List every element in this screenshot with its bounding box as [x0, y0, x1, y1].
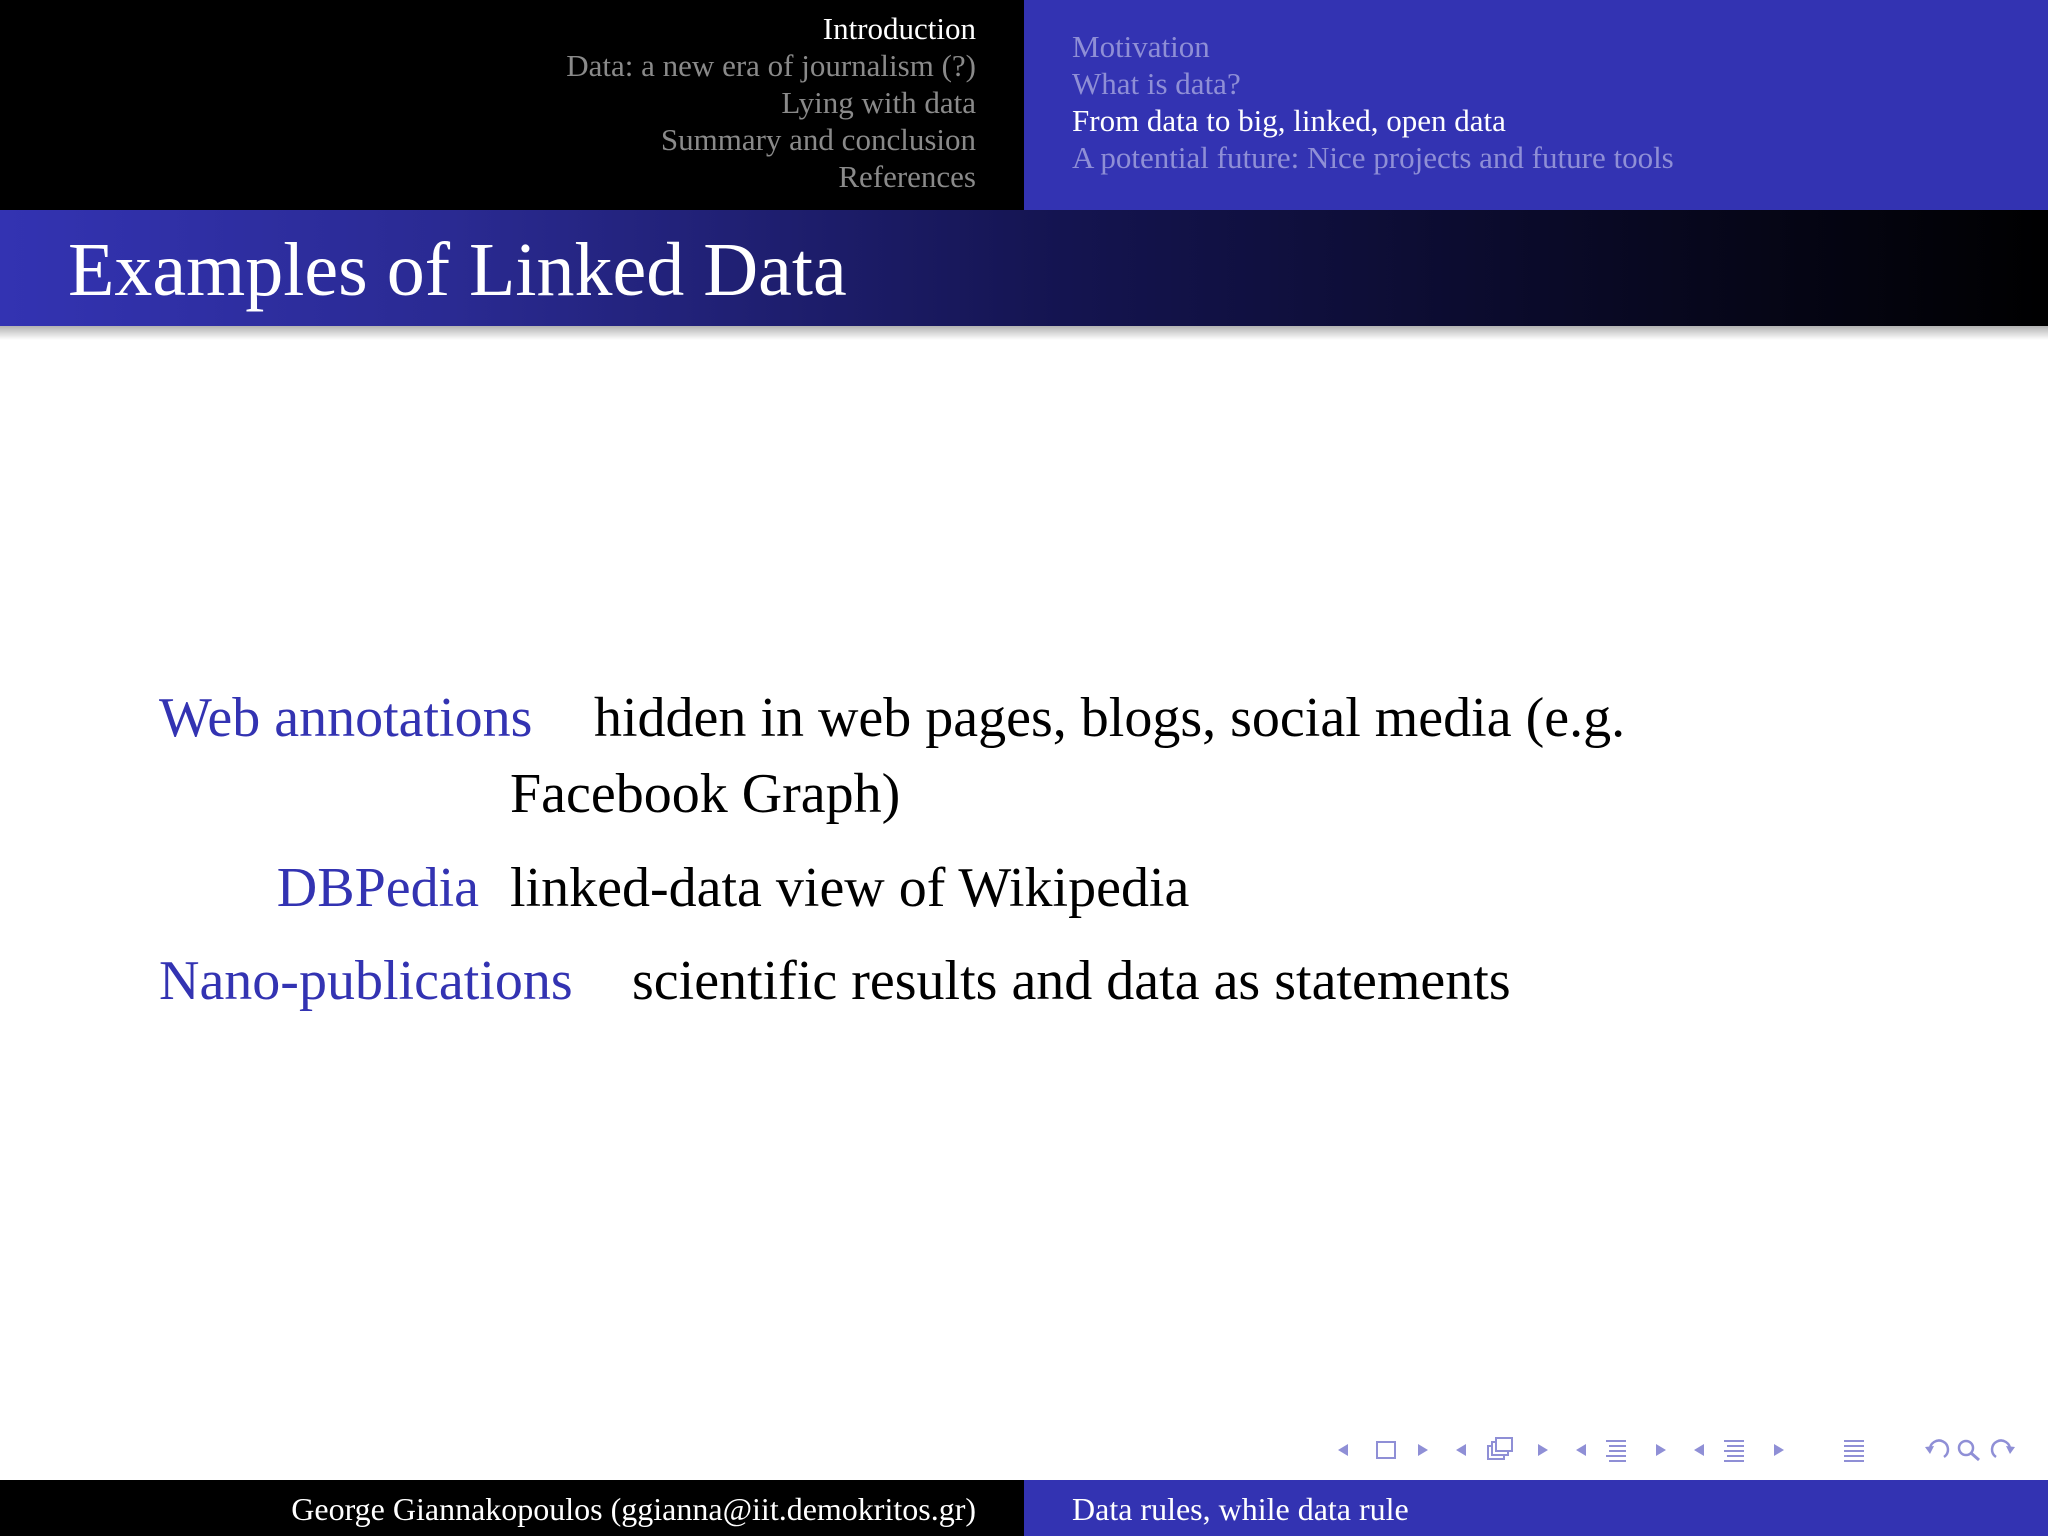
- subsection-navigation: [1024, 0, 2048, 210]
- nav-subsection-what-is-data[interactable]: What is data?: [1072, 66, 1241, 101]
- description-term: DBPedia: [276, 857, 479, 919]
- nav-subsection-potential-future[interactable]: A potential future: Nice projects and future tools: [1072, 140, 1674, 175]
- nav-section-data-journalism[interactable]: Data: a new era of journalism (?): [566, 48, 976, 83]
- frame-icon[interactable]: [1484, 1432, 1516, 1468]
- redo-icon[interactable]: [1988, 1432, 2018, 1468]
- footer-title-panel: [1024, 1480, 2048, 1536]
- footer-author: George Giannakopoulos (ggianna@iit.demokritos.gr): [291, 1491, 976, 1527]
- next-section-arrow-icon[interactable]: [1772, 1432, 1786, 1468]
- prev-section-arrow-icon[interactable]: [1692, 1432, 1706, 1468]
- description-definition: scientific results and data as statements: [632, 950, 1511, 1012]
- nav-subsection-motivation[interactable]: Motivation: [1072, 29, 1210, 64]
- nav-section-introduction[interactable]: Introduction: [822, 11, 976, 46]
- section-icon[interactable]: [1720, 1432, 1748, 1468]
- navigation-symbols: [1336, 1432, 2036, 1468]
- search-icon[interactable]: [1954, 1432, 1984, 1468]
- title-shadow: [0, 326, 2048, 340]
- footer-title: Data rules, while data rule: [1072, 1491, 1409, 1527]
- undo-icon[interactable]: [1922, 1432, 1952, 1468]
- nav-section-references[interactable]: References: [838, 159, 976, 194]
- description-definition: linked-data view of Wikipedia: [510, 857, 1190, 919]
- slide-title: Examples of Linked Data: [68, 228, 847, 312]
- frame-title-bar: [0, 210, 2048, 326]
- next-slide-arrow-icon[interactable]: [1416, 1432, 1430, 1468]
- header-navigation: [0, 0, 2048, 210]
- document-icon[interactable]: [1840, 1432, 1868, 1468]
- nav-subsection-big-linked-open-data[interactable]: From data to big, linked, open data: [1072, 103, 1506, 138]
- footer: [0, 1480, 2048, 1536]
- section-navigation: [0, 0, 1024, 210]
- description-term: Web annotations: [159, 687, 533, 749]
- description-definition: hidden in web pages, blogs, social media (e.g. Facebook Graph): [510, 687, 1626, 825]
- prev-subsection-arrow-icon[interactable]: [1574, 1432, 1588, 1468]
- prev-frame-arrow-icon[interactable]: [1454, 1432, 1468, 1468]
- footer-author-panel: [0, 1480, 1024, 1536]
- nav-section-summary[interactable]: Summary and conclusion: [660, 122, 976, 157]
- prev-slide-arrow-icon[interactable]: [1336, 1432, 1350, 1468]
- next-subsection-arrow-icon[interactable]: [1654, 1432, 1668, 1468]
- description-term: Nano-publications: [159, 950, 573, 1012]
- next-frame-arrow-icon[interactable]: [1536, 1432, 1550, 1468]
- subsection-icon[interactable]: [1602, 1432, 1630, 1468]
- slide-icon[interactable]: [1374, 1432, 1398, 1468]
- nav-section-lying-with-data[interactable]: Lying with data: [781, 85, 976, 120]
